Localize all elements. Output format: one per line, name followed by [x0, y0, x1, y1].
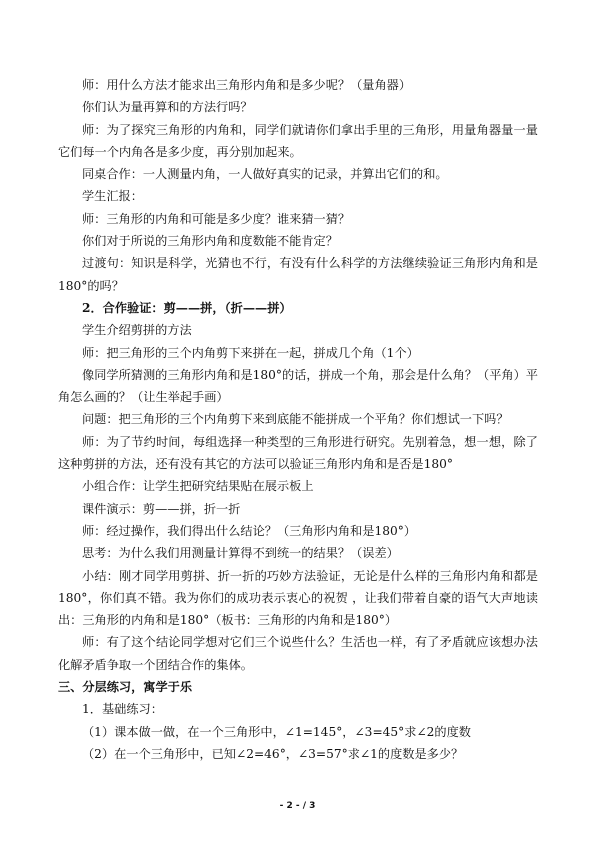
section-heading: 三、分层练习，寓学于乐	[58, 680, 193, 695]
paragraph: 小结：刚才同学用剪拼、折一折的巧妙方法验证，无论是什么样的三角形内角和都是180°，你们真不错。我为你们的成功表示衷心的祝贺 ，让我们带着自豪的语气大声地读出：三角形的内角和是180°（板书：三角形的内角和是180°）	[58, 568, 538, 628]
paragraph: 师：为了探究三角形的内角和，同学们就请你们拿出手里的三角形，用量角器量一量它们每一个内角各是多少度，再分别加起来。	[58, 122, 538, 159]
paragraph: 师：三角形的内角和可能是多少度？谁来猜一猜？	[82, 211, 351, 226]
paragraph: 学生介绍剪拼的方法	[82, 323, 192, 338]
page-number: - 2 - / 3	[279, 801, 316, 811]
paragraph: 师：用什么方法才能求出三角形内角和是多少呢？（量角器）	[82, 78, 412, 92]
paragraph: 学生汇报：	[82, 189, 143, 204]
paragraph: 小组合作：让学生把研究结果贴在展示板上	[82, 479, 314, 494]
document-body	[58, 74, 538, 765]
exercise-item: （2）在一个三角形中，已知∠2=46°，∠3=57°求∠1的度数是多少？	[82, 746, 464, 761]
paragraph: 师：把三角形的三个内角剪下来拼在一起，拼成几个角（1个）	[82, 345, 419, 360]
paragraph: 师：有了这个结论同学想对它们三个说些什么？生活也一样，有了矛盾就应该想办法化解矛盾争取一个团结合作的集体。	[58, 635, 538, 672]
paragraph: 你们对于所说的三角形内角和度数能不能肯定？	[82, 234, 338, 249]
paragraph: 同桌合作：一人测量内角，一人做好真实的记录，并算出它们的和。	[82, 167, 448, 182]
paragraph: 思考：为什么我们用测量计算得不到统一的结果？（误差）	[82, 546, 399, 561]
paragraph: 师：经过操作，我们得出什么结论？（三角形内角和是180°）	[82, 523, 417, 538]
paragraph: 像同学所猜测的三角形内角和是180°的话，拼成一个角，那会是什么角？（平角）平角怎么画的？（让生举起手画）	[58, 367, 538, 405]
paragraph: 课件演示：剪——拼，折一折	[82, 501, 241, 516]
paragraph: 问题：把三角形的三个内角剪下来到底能不能拼成一个平角？你们想试一下吗？	[82, 412, 509, 427]
paragraph: 过渡句：知识是科学，光猜也不行，有没有什么科学的方法继续验证三角形内角和是180°的吗？	[58, 256, 538, 293]
paragraph: 你们认为量再算和的方法行吗？	[82, 100, 253, 115]
section-heading: 2．合作验证：剪——拼，（折——拼）	[82, 300, 292, 315]
paragraph: 师：为了节约时间，每组选择一种类型的三角形进行研究。先别着急，想一想，除了这种剪拼的方法，还有没有其它的方法可以验证三角形内角和是否是180°	[58, 434, 538, 472]
exercise-item: （1）课本做一做，在一个三角形中，∠1=145°，∠3=45°求∠2的度数	[82, 724, 471, 739]
paragraph: 1．基础练习：	[82, 702, 163, 717]
